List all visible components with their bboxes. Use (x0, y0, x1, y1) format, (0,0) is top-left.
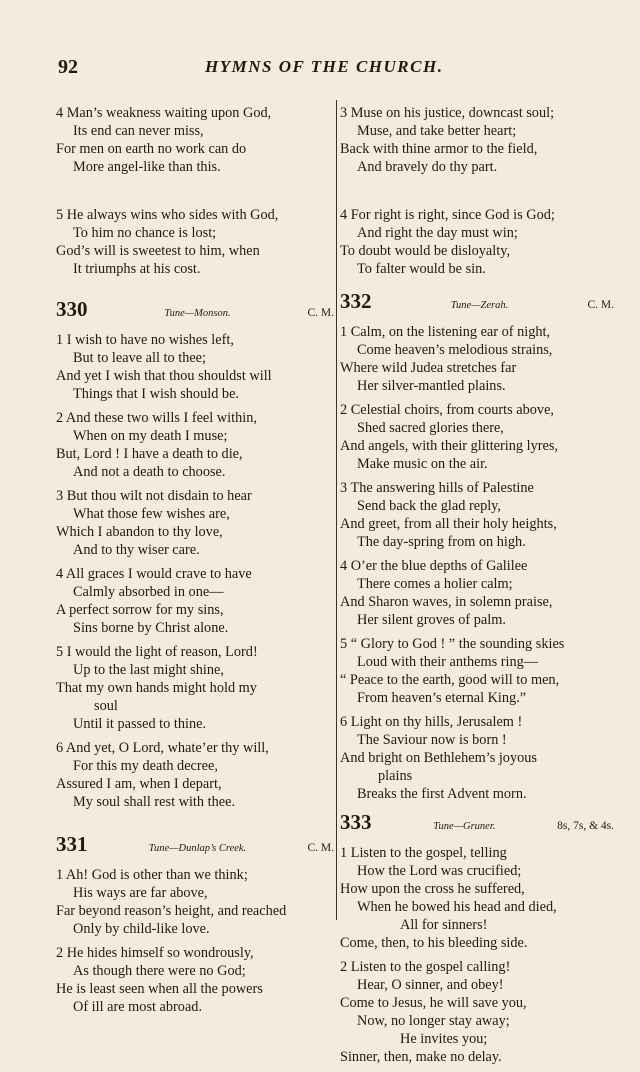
verse-line: Hear, O sinner, and obey! (357, 977, 504, 993)
verse-line: 1 Listen to the gospel, telling (340, 845, 507, 861)
verse (340, 713, 614, 803)
verse-line: Send back the glad reply, (357, 498, 501, 514)
verse-line: Assured I am, when I depart, (56, 776, 222, 792)
verse-line: Only by child-like love. (73, 921, 210, 937)
continued-verses-left (56, 104, 334, 278)
tune-name: Tune—Monson. (164, 308, 231, 319)
hymn-heading (340, 810, 614, 836)
verse-line: Muse, and take better heart; (357, 123, 517, 139)
hymn-number: 333 (340, 810, 372, 834)
verse (340, 323, 614, 395)
verse-line: God’s will is sweetest to him, when (56, 243, 260, 259)
verse (340, 401, 614, 473)
verse-line: There comes a holier calm; (357, 576, 513, 592)
verse-line: 2 Celestial choirs, from courts above, (340, 402, 554, 418)
verse (340, 206, 614, 278)
verse-line: A perfect sorrow for my sins, (56, 602, 224, 618)
verse-line: 5 I would the light of reason, Lord! (56, 644, 258, 660)
verse-line: plains (378, 768, 413, 784)
verse-line: 5 He always wins who sides with God, (56, 207, 279, 223)
left-column (56, 104, 334, 1022)
verse (56, 409, 334, 481)
verse-line: And greet, from all their holy heights, (340, 516, 557, 532)
meter: C. M. (307, 307, 334, 319)
verse-line: From heaven’s eternal King.” (357, 690, 527, 706)
verse (56, 643, 334, 733)
meter: 8s, 7s, & 4s. (557, 820, 614, 832)
verse-line: Until it passed to thine. (73, 716, 207, 732)
verse-line: And Sharon waves, in solemn praise, (340, 594, 553, 610)
verse-line: 3 The answering hills of Palestine (340, 480, 534, 496)
verse (340, 958, 614, 1066)
verse-line: Which I abandon to thy love, (56, 524, 223, 540)
verse-line: 1 Ah! God is other than we think; (56, 867, 248, 883)
verse (56, 866, 334, 938)
hymn-number: 331 (56, 832, 88, 856)
verse (340, 479, 614, 551)
verse-line: How upon the cross he suffered, (340, 881, 525, 897)
verse-line: Now, no longer stay away; (357, 1013, 510, 1029)
verse-line: But, Lord ! I have a death to die, (56, 446, 243, 462)
verse-line: Far beyond reason’s height, and reached (56, 903, 287, 919)
verse (56, 739, 334, 811)
verse-line: Shed sacred glories there, (357, 420, 504, 436)
verse-line: Up to the last might shine, (73, 662, 224, 678)
hymn-heading (56, 297, 334, 323)
verse-line: The Saviour now is born ! (357, 732, 507, 748)
verse-line: 2 Listen to the gospel calling! (340, 959, 511, 975)
hymn-number: 332 (340, 289, 372, 313)
verse-line: 4 Man’s weakness waiting upon God, (56, 105, 272, 121)
verse-line: 3 But thou wilt not disdain to hear (56, 488, 252, 504)
verse-line: 3 Muse on his justice, downcast soul; (340, 105, 555, 121)
hymn-heading (340, 289, 614, 315)
verse (340, 635, 614, 707)
verse-line: To doubt would be disloyalty, (340, 243, 511, 259)
page-number: 92 (58, 56, 78, 78)
verse (56, 487, 334, 559)
verse-line: Things that I wish should be. (73, 386, 239, 402)
verse-line: For this my death decree, (73, 758, 218, 774)
verse-line: Calmly absorbed in one— (73, 584, 224, 600)
verse-line: More angel-like than this. (73, 159, 221, 175)
verse-line: What those few wishes are, (73, 506, 230, 522)
hymn-332 (340, 289, 614, 803)
verse-line: 1 Calm, on the listening ear of night, (340, 324, 551, 340)
tune-name: Tune—Dunlap’s Creek. (148, 843, 247, 854)
tune-name: Tune—Gruner. (433, 821, 496, 832)
verse-line: His ways are far above, (73, 885, 208, 901)
verse-line: And bravely do thy part. (357, 159, 498, 175)
verse-line: 6 Light on thy hills, Jerusalem ! (340, 714, 523, 730)
meter: C. M. (307, 842, 334, 854)
column-divider (336, 100, 337, 920)
verse-line: For men on earth no work can do (56, 141, 247, 157)
verse-line: To falter would be sin. (357, 261, 486, 277)
verse-line: He invites you; (400, 1031, 488, 1047)
verse-line: Its end can never miss, (73, 123, 204, 139)
verse-line: Of ill are most abroad. (73, 999, 203, 1015)
verse-line: 4 O’er the blue depths of Galilee (340, 558, 528, 574)
verse (56, 331, 334, 403)
verse (340, 844, 614, 952)
verse-line: All for sinners! (400, 917, 488, 933)
verse-line: And not a death to choose. (73, 464, 226, 480)
verse (340, 557, 614, 629)
tune-name: Tune—Zerah. (450, 300, 509, 311)
verse-line: 2 And these two wills I feel within, (56, 410, 257, 426)
verse-line: When on my death I muse; (73, 428, 228, 444)
verse-line: To him no chance is lost; (73, 225, 217, 241)
verse-line: Come heaven’s melodious strains, (357, 342, 553, 358)
verse-line: It triumphs at his cost. (73, 261, 201, 277)
hymn-333 (340, 810, 614, 1066)
verse (56, 944, 334, 1016)
verse-line: 6 And yet, O Lord, whate’er thy will, (56, 740, 269, 756)
verse-line: Loud with their anthems ring— (357, 654, 539, 670)
right-column (340, 104, 614, 1072)
verse-line: As though there were no God; (73, 963, 246, 979)
verse-line: And bright on Bethlehem’s joyous (340, 750, 537, 766)
verse (56, 104, 334, 176)
verse (56, 206, 334, 278)
verse-line: And right the day must win; (357, 225, 518, 241)
verse-line: Sins borne by Christ alone. (73, 620, 229, 636)
hymn-heading (56, 832, 334, 858)
verse-line: 2 He hides himself so wondrously, (56, 945, 254, 961)
verse-line: Her silver-mantled plains. (357, 378, 506, 394)
verse-line: And to thy wiser care. (73, 542, 200, 558)
verse-line: That my own hands might hold my (56, 680, 257, 696)
meter: C. M. (587, 299, 614, 311)
verse-line: 5 “ Glory to God ! ” the sounding skies (340, 636, 565, 652)
verse-line: Make music on the air. (357, 456, 488, 472)
verse-line: Sinner, then, make no delay. (340, 1049, 502, 1065)
verse-line: 4 All graces I would crave to have (56, 566, 252, 582)
verse-line: Breaks the first Advent morn. (357, 786, 527, 802)
verse-line: 1 I wish to have no wishes left, (56, 332, 234, 348)
verse-line: Where wild Judea stretches far (340, 360, 517, 376)
hymn-number: 330 (56, 297, 88, 321)
verse-line: He is least seen when all the powers (56, 981, 263, 997)
verse-line: “ Peace to the earth, good will to men, (340, 672, 560, 688)
verse-line: soul (94, 698, 118, 714)
verse-line: The day-spring from on high. (357, 534, 526, 550)
verse (340, 104, 614, 176)
verse-line: When he bowed his head and died, (357, 899, 557, 915)
verse-line: Back with thine armor to the field, (340, 141, 538, 157)
verse-line: How the Lord was crucified; (357, 863, 522, 879)
verse-line: But to leave all to thee; (73, 350, 207, 366)
hymn-330 (56, 297, 334, 811)
verse-line: My soul shall rest with thee. (73, 794, 236, 810)
verse-line: And angels, with their glittering lyres, (340, 438, 558, 454)
verse-line: Her silent groves of palm. (357, 612, 506, 628)
continued-verses-right (340, 104, 614, 278)
running-title: HYMNS OF THE CHURCH. (205, 57, 444, 76)
hymn-331 (56, 832, 334, 1016)
verse-line: Come to Jesus, he will save you, (340, 995, 527, 1011)
verse-line: And yet I wish that thou shouldst will (56, 368, 272, 384)
verse (56, 565, 334, 637)
verse-line: Come, then, to his bleeding side. (340, 935, 528, 951)
verse-line: 4 For right is right, since God is God; (340, 207, 555, 223)
